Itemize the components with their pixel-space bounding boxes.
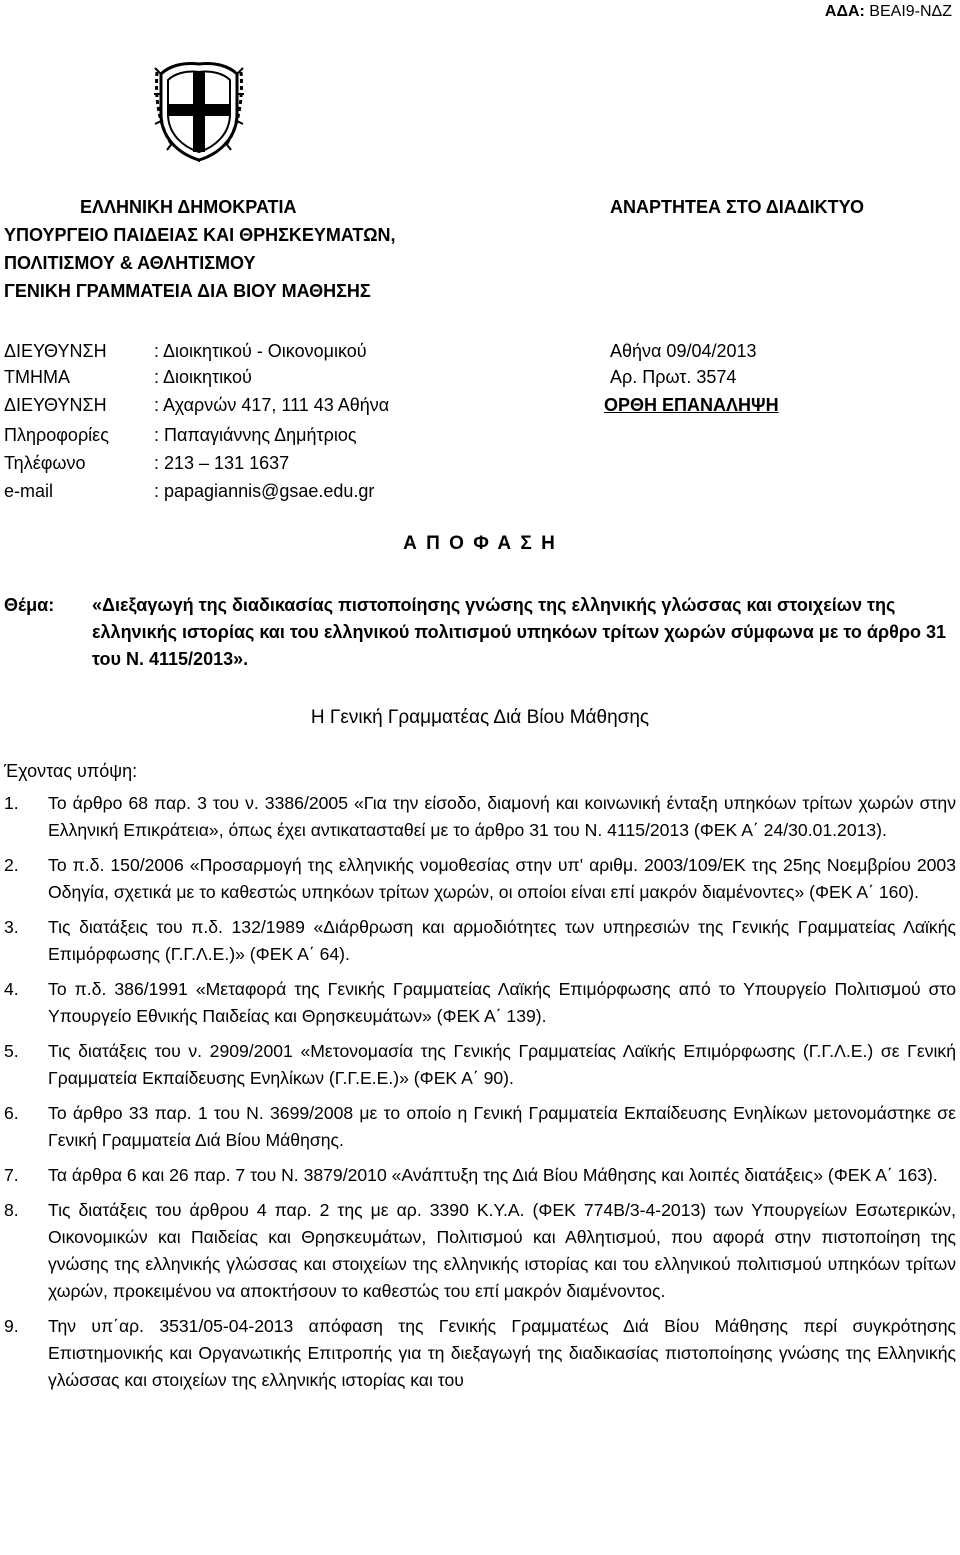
- list-item: [4, 1197, 956, 1305]
- item-text: Τα άρθρα 6 και 26 παρ. 7 του Ν. 3879/2010 «Ανάπτυξη της Διά Βίου Μάθησης και λοιπές διατάξεις» (ΦΕΚ Α΄ 163).: [48, 1165, 938, 1185]
- item-text: Το π.δ. 150/2006 «Προσαρμογή της ελληνικής νομοθεσίας στην υπ' αριθμ. 2003/109/ΕΚ της 25ης Νοεμβρίου 2003 Οδηγία, σχετικά με το καθεστώς υπηκόων τρίτων χωρών, οι οποίοι είναι επί μακρόν διαμένοντες» (ΦΕΚ Α΄ 160).: [48, 855, 956, 902]
- considerations-list: [4, 790, 956, 1402]
- meta-label: ΔΙΕΥΘΥΝΣΗ: [4, 341, 107, 361]
- list-item: [4, 914, 956, 968]
- post-online-label: ΑΝΑΡΤΗΤΕΑ ΣΤΟ ΔΙΑΔΙΚΤΥΟ: [610, 197, 864, 217]
- decision-title: Α Π Ο Φ Α Σ Η: [403, 533, 557, 554]
- item-number: 8.: [4, 1200, 19, 1220]
- correction-label: ΟΡΘΗ ΕΠΑΝΑΛΗΨΗ: [604, 395, 779, 415]
- meta-value: : Διοικητικού: [154, 367, 252, 387]
- meta-value: : 213 – 131 1637: [154, 453, 290, 473]
- considering-heading: Έχοντας υπόψη:: [4, 761, 138, 781]
- meta-email: : papagiannis@gsae.edu.gr: [154, 481, 375, 501]
- list-item: [4, 1162, 956, 1189]
- date-line: Αθήνα 09/04/2013: [610, 341, 757, 361]
- meta-label: ΔΙΕΥΘΥΝΣΗ: [4, 395, 107, 415]
- item-number: 5.: [4, 1041, 19, 1061]
- item-number: 7.: [4, 1165, 19, 1185]
- subject-label: Θέμα:: [4, 595, 55, 615]
- item-text: Το άρθρο 33 παρ. 1 του Ν. 3699/2008 με το οποίο η Γενική Γραμματεία Εκπαίδευσης Ενηλίκων μετονομάστηκε σε Γενική Γραμματεία Διά Βίου Μάθησης.: [48, 1103, 956, 1150]
- item-text: Τις διατάξεις του ν. 2909/2001 «Μετονομασία της Γενικής Γραμματείας Λαϊκής Επιμόρφωσης (Γ.Γ.Λ.Ε.) σε Γενική Γραμματεία Εκπαίδευσης Ενηλίκων (Γ.Γ.Ε.Ε.)» (ΦΕΚ Α΄ 90).: [48, 1041, 956, 1088]
- ada-value: ΒΕΑΙ9-ΝΔΖ: [869, 3, 952, 20]
- protocol-number: Αρ. Πρωτ. 3574: [610, 367, 737, 387]
- header-ministry-cont: ΠΟΛΙΤΙΣΜΟΥ & ΑΘΛΗΤΙΣΜΟΥ: [4, 253, 256, 273]
- list-item: [4, 976, 956, 1030]
- ada-code: [825, 2, 952, 22]
- meta-label: ΤΜΗΜΑ: [4, 367, 70, 387]
- item-number: 2.: [4, 855, 19, 875]
- list-item: [4, 1313, 956, 1394]
- meta-value: : Παπαγιάννης Δημήτριος: [154, 425, 357, 445]
- item-text: Τις διατάξεις του π.δ. 132/1989 «Διάρθρωση και αρμοδιότητες των υπηρεσιών της Γενικής Γραμματείας Λαϊκής Επιμόρφωσης (Γ.Γ.Λ.Ε.)» (ΦΕΚ Α΄ 64).: [48, 917, 956, 964]
- list-item: [4, 1100, 956, 1154]
- meta-value: : Διοικητικού - Οικονομικού: [154, 341, 367, 361]
- subject-text: «Διεξαγωγή της διαδικασίας πιστοποίησης γνώσης της ελληνικής γλώσσας και στοιχείων της ελληνικής ιστορίας και του ελληνικού πολιτισμού υπηκόων τρίτων χωρών σύμφωνα με το άρθρο 31 του Ν. 4115/2013».: [92, 595, 946, 669]
- meta-label: Τηλέφωνο: [4, 453, 86, 473]
- list-item: [4, 852, 956, 906]
- list-item: [4, 1038, 956, 1092]
- item-text: Το άρθρο 68 παρ. 3 του ν. 3386/2005 «Για την είσοδο, διαμονή και κοινωνική ένταξη υπηκόων τρίτων χωρών στην Ελληνική Επικράτεια», όπως έχει αντικατασταθεί με το άρθρο 31 του Ν. 4115/2013 (ΦΕΚ Α΄ 24/30.01.2013).: [48, 793, 956, 840]
- item-text: Την υπ΄αρ. 3531/05-04-2013 απόφαση της Γενικής Γραμματέως Διά Βίου Μάθησης περί συγκρότησης Επιστημονικής και Οργανωτικής Επιτροπής για τη διεξαγωγή της διαδικασίας πιστοποίησης γνώσης της Ελληνικής γλώσσας και στοιχείων της ελληνικής ιστορίας και του: [48, 1316, 956, 1390]
- list-item: [4, 790, 956, 844]
- header-republic: ΕΛΛΗΝΙΚΗ ΔΗΜΟΚΡΑΤΙΑ: [80, 197, 297, 217]
- item-text: Το π.δ. 386/1991 «Μεταφορά της Γενικής Γραμματείας Λαϊκής Επιμόρφωσης από το Υπουργείο Πολιτισμού στο Υπουργείο Εθνικής Παιδείας και Θρησκευμάτων» (ΦΕΚ Α΄ 139).: [48, 979, 956, 1026]
- ada-label: ΑΔΑ:: [824, 3, 865, 20]
- header-ministry: ΥΠΟΥΡΓΕΙΟ ΠΑΙΔΕΙΑΣ ΚΑΙ ΘΡΗΣΚΕΥΜΑΤΩΝ,: [4, 225, 396, 245]
- item-number: 3.: [4, 917, 19, 937]
- item-number: 9.: [4, 1316, 19, 1336]
- item-number: 4.: [4, 979, 19, 999]
- meta-label: Πληροφορίες: [4, 425, 109, 445]
- item-text: Τις διατάξεις του άρθρου 4 παρ. 2 της με αρ. 3390 Κ.Υ.Α. (ΦΕΚ 774Β/3-4-2013) των Υπουργείων Εσωτερικών, Οικονομικών και Παιδείας και Θρησκευμάτων, Πολιτισμού και Αθλητισμού, που αφορά στην πιστοποίηση της γνώσης της ελληνικής γλώσσας και στοιχείων της ελληνικής ιστορίας και του ελληνικού πολιτισμού υπηκόων τρίτων χωρών, προκειμένου να αποκτήσουν το καθεστώς του επί μακρόν διαμένοντος.: [48, 1200, 956, 1301]
- header-general-secretariat: ΓΕΝΙΚΗ ΓΡΑΜΜΑΤΕΙΑ ΔΙΑ ΒΙΟΥ ΜΑΘΗΣΗΣ: [4, 281, 371, 301]
- item-number: 1.: [4, 793, 19, 813]
- meta-value: : Αχαρνών 417, 111 43 Αθήνα: [154, 395, 390, 415]
- greek-coat-of-arms-icon: [153, 58, 245, 162]
- meta-label: e-mail: [4, 481, 54, 501]
- signer-title: Η Γενική Γραμματέας Διά Βίου Μάθησης: [310, 707, 650, 728]
- item-number: 6.: [4, 1103, 19, 1123]
